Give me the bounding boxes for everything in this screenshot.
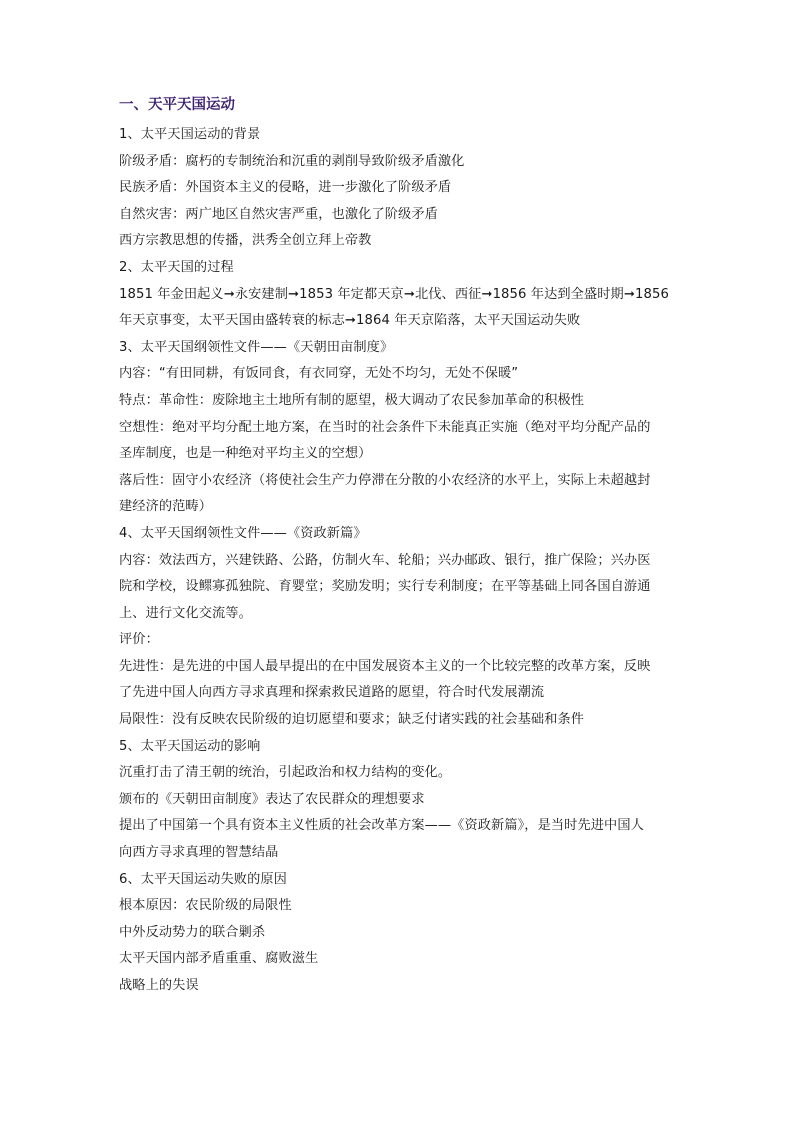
paragraph-line: 中外反动势力的联合剿杀 [119,924,266,940]
document-body [119,95,679,1000]
paragraph-line: 战略上的失误 [119,978,199,993]
paragraph-line: 特点：革命性：废除地主土地所有制的愿望，极大调动了农民参加革命的积极性 [119,392,585,408]
paragraph-line: 空想性：绝对平均分配土地方案，在当时的社会条件下未能真正实施（绝对平均分配产品的 [119,419,651,435]
paragraph-line: 上、进行文化交流等。 [119,605,252,621]
subheading-process: 2、太平天国的过程 [119,259,234,275]
paragraph-line: 根本原因：农民阶级的局限性 [119,898,292,914]
paragraph-line: 民族矛盾：外国资本主义的侵略，进一步激化了阶级矛盾 [119,180,452,196]
paragraph-line: 西方宗教思想的传播，洪秀全创立拜上帝教 [119,233,372,249]
paragraph-line: 局限性：没有反映农民阶级的迫切愿望和要求；缺乏付诸实践的社会基础和条件 [119,712,585,728]
paragraph-line: 院和学校，设鳏寡孤独院、育婴堂；奖励发明；实行专利制度；在平等基础上同各国自游通 [119,579,651,595]
paragraph-line: 圣库制度，也是一种绝对平均主义的空想） [119,446,372,462]
paragraph-line: 颁布的《天朝田亩制度》表达了农民群众的理想要求 [119,791,425,807]
paragraph-line: 先进性：是先进的中国人最早提出的在中国发展资本主义的一个比较完整的改革方案，反映 [119,658,651,674]
subheading-tianchao: 3、太平天国纲领性文件——《天朝田亩制度》 [119,339,394,355]
paragraph-line: 沉重打击了清王朝的统治，引起政治和权力结构的变化。 [119,765,452,781]
paragraph-line: 建经济的范畴） [119,499,213,515]
paragraph-line: 年天京事变，太平天国由盛转衰的标志➞1864 年天京陷落，太平天国运动失败 [119,313,581,329]
paragraph-line: 向西方寻求真理的智慧结晶 [119,845,279,861]
subheading-failure: 6、太平天国运动失败的原因 [119,871,287,887]
paragraph-line: 内容：效法西方，兴建铁路、公路，仿制火车、轮船；兴办邮政、银行，推广保险；兴办医 [119,552,651,568]
subheading-background: 1、太平天国运动的背景 [119,127,261,142]
paragraph-line: 内容：“有田同耕，有饭同食，有衣同穿，无处不均匀，无处不保暖” [119,366,519,382]
paragraph-line: 1851 年金田起义➞永安建制➞1853 年定都天京➞北伐、西征➞1856 年达到全盛时期➞1856 [119,286,669,302]
paragraph-line: 了先进中国人向西方寻求真理和探索救民道路的愿望，符合时代发展潮流 [119,685,545,701]
paragraph-line: 评价： [119,632,159,648]
paragraph-line: 提出了中国第一个具有资本主义性质的社会改革方案——《资政新篇》，是当时先进中国人 [119,818,644,834]
section-heading: 一、天平天国运动 [119,97,235,113]
subheading-zizheng: 4、太平天国纲领性文件——《资政新篇》 [119,525,367,541]
paragraph-line: 落后性：固守小农经济（将使社会生产力停滞在分散的小农经济的水平上，实际上未超越封 [119,472,651,488]
paragraph-line: 自然灾害：两广地区自然灾害严重，也激化了阶级矛盾 [119,206,438,222]
paragraph-line: 太平天国内部矛盾重重、腐败滋生 [119,951,319,967]
subheading-influence: 5、太平天国运动的影响 [119,738,261,754]
paragraph-line: 阶级矛盾：腐朽的专制统治和沉重的剥削导致阶级矛盾激化 [119,153,465,169]
